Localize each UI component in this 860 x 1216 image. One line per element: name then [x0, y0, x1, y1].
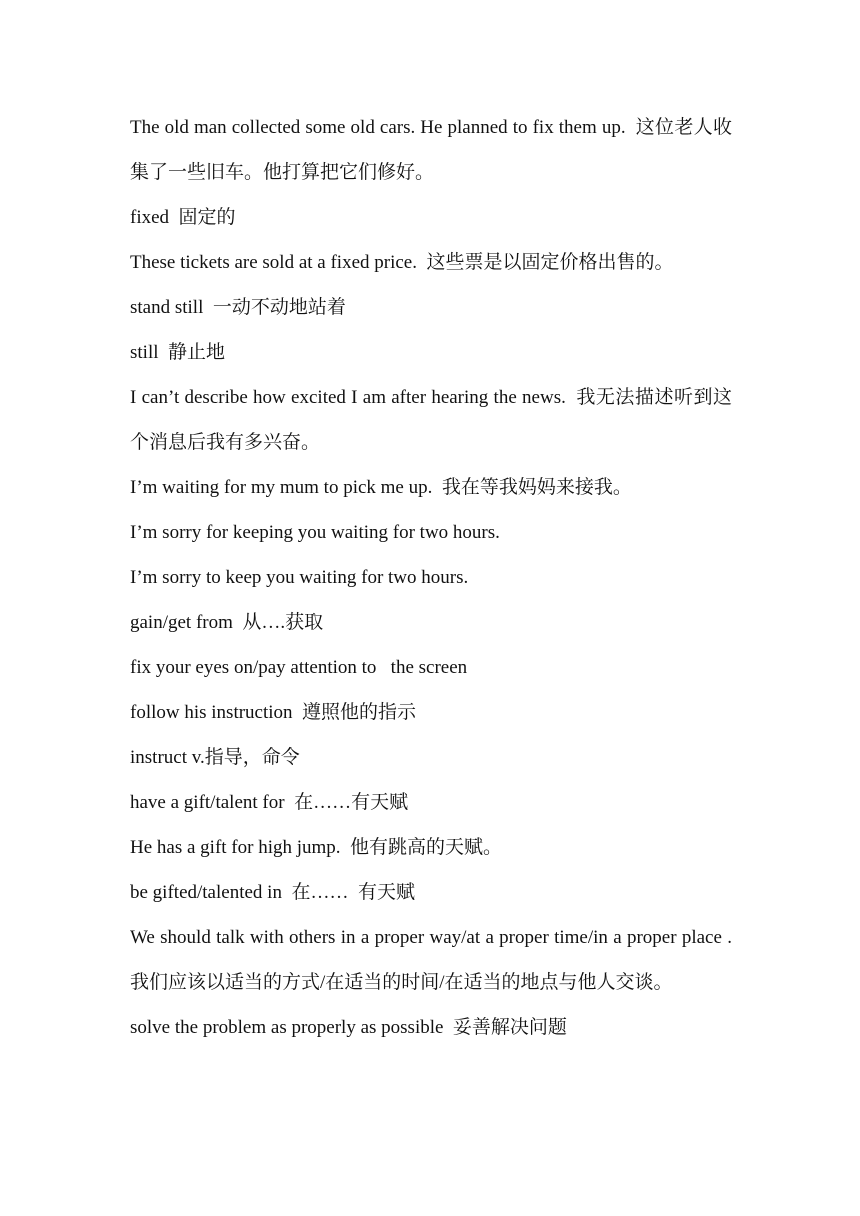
phrase-gift-for: have a gift/talent for 在……有天赋 — [130, 792, 409, 813]
phrase-still: still 静止地 — [130, 342, 226, 363]
sentence-sorry-keeping: I’m sorry for keeping you waiting for two hours. — [130, 522, 500, 543]
sentence-pick-up: I’m waiting for my mum to pick me up. 我在等我妈妈来接我。 — [130, 477, 632, 498]
phrase-fix-eyes-on: fix your eyes on/pay attention to the screen — [130, 657, 468, 678]
sentence-sorry-to-keep: I’m sorry to keep you waiting for two hours. — [130, 567, 469, 588]
sentence-describe: I can’t describe how excited I am after hearing the news. 我无法描述听到这个消息后我有多兴奋。 — [130, 387, 732, 453]
phrase-fixed: fixed 固定的 — [130, 207, 236, 228]
phrase-stand-still: stand still 一动不动地站着 — [130, 297, 346, 318]
sentence-high-jump: He has a gift for high jump. 他有跳高的天赋。 — [130, 837, 503, 858]
phrase-gain-from: gain/get from 从….获取 — [130, 612, 324, 633]
sentence-proper-way: We should talk with others in a proper way/at a proper time/in a proper place . 我们应该以适当的方式/在适当的时间/在适当的地点与他人交谈。 — [130, 927, 742, 993]
word-instruct: instruct v.指导，命令 — [130, 747, 300, 768]
document-body — [130, 105, 742, 1050]
sentence-fixed-price: These tickets are sold at a fixed price. 这些票是以固定价格出售的。 — [130, 252, 674, 273]
phrase-follow-instruction: follow his instruction 遵照他的指示 — [130, 702, 417, 723]
sentence-fix-up: The old man collected some old cars. He planned to fix them up. 这位老人收集了一些旧车。他打算把它们修好。 — [130, 117, 732, 183]
phrase-gifted-in: be gifted/talented in 在…… 有天赋 — [130, 882, 415, 903]
phrase-solve-problem: solve the problem as properly as possible 妥善解决问题 — [130, 1017, 567, 1038]
